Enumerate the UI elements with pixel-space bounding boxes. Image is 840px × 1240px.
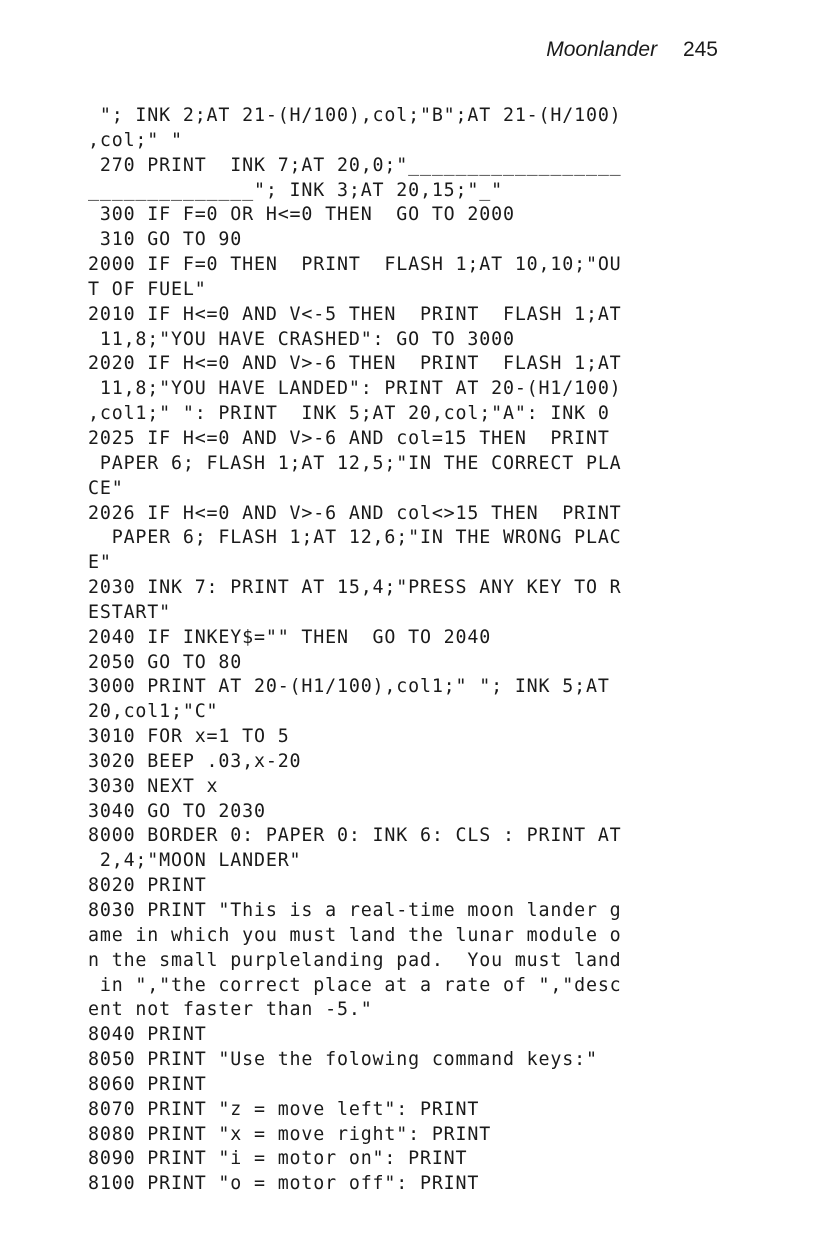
code-line: 300 IF F=0 OR H<=0 THEN GO TO 2000 [88, 204, 515, 226]
code-line: 8050 PRINT "Use the folowing command keys:" [88, 1049, 598, 1071]
code-line: 2010 IF H<=0 AND V<-5 THEN PRINT FLASH 1;AT [88, 303, 622, 325]
page-header [546, 38, 718, 62]
code-line: 11,8;"YOU HAVE CRASHED": GO TO 3000 [88, 328, 515, 350]
code-line: in ","the correct place at a rate of ","desc [88, 974, 622, 996]
code-line: 2026 IF H<=0 AND V>-6 AND col<>15 THEN PRINT [88, 502, 622, 524]
code-line: 270 PRINT INK 7;AT 20,0;"__________________ [88, 154, 622, 176]
code-line: PAPER 6; FLASH 1;AT 12,5;"IN THE CORRECT PLA [88, 452, 622, 474]
code-line: 8040 PRINT [88, 1024, 207, 1046]
code-line: 3040 GO TO 2030 [88, 800, 266, 822]
code-line: 8030 PRINT "This is a real-time moon lander g [88, 900, 622, 921]
page-header-title: Moonlander [546, 38, 658, 61]
code-line: 2000 IF F=0 THEN PRINT FLASH 1;AT 10,10;"OU [88, 254, 622, 276]
code-line: 20,col1;"C" [88, 701, 219, 723]
page-number: 245 [682, 38, 718, 61]
code-line: 2030 INK 7: PRINT AT 15,4;"PRESS ANY KEY TO R [88, 577, 622, 599]
code-line: 310 GO TO 90 [88, 229, 243, 251]
code-line: T OF FUEL" [88, 278, 207, 300]
code-listing [88, 104, 748, 1197]
code-line: 2025 IF H<=0 AND V>-6 AND col=15 THEN PRINT [88, 427, 610, 449]
code-line: ame in which you must land the lunar module o [88, 924, 622, 946]
code-line: 2050 GO TO 80 [88, 651, 243, 673]
code-line: CE" [88, 477, 124, 499]
code-line: 8060 PRINT [88, 1073, 207, 1095]
code-line: ent not faster than -5." [88, 999, 373, 1021]
code-line: 8080 PRINT "x = move right": PRINT [88, 1123, 492, 1145]
code-line: 8070 PRINT "z = move left": PRINT [88, 1098, 480, 1120]
code-line: 2020 IF H<=0 AND V>-6 THEN PRINT FLASH 1;AT [88, 353, 622, 375]
code-line: ESTART" [88, 601, 171, 623]
code-line: 8090 PRINT "i = motor on": PRINT [88, 1148, 468, 1170]
code-line: 3030 NEXT x [88, 775, 219, 797]
code-line: 8100 PRINT "o = motor off": PRINT [88, 1173, 480, 1195]
code-line: 3020 BEEP .03,x-20 [88, 750, 302, 772]
code-line: "; INK 2;AT 21-(H/100),col;"B";AT 21-(H/100) [88, 105, 622, 126]
code-line: 8000 BORDER 0: PAPER 0: INK 6: CLS : PRINT AT [88, 825, 622, 847]
code-line: PAPER 6; FLASH 1;AT 12,6;"IN THE WRONG PLAC [88, 527, 622, 549]
code-line: 3010 FOR x=1 TO 5 [88, 726, 290, 748]
code-line: 2,4;"MOON LANDER" [88, 850, 302, 872]
code-line: 3000 PRINT AT 20-(H1/100),col1;" "; INK 5;AT [88, 676, 610, 698]
code-line: ,col;" " [88, 129, 183, 151]
code-line: 8020 PRINT [88, 875, 207, 897]
code-line: 2040 IF INKEY$="" THEN GO TO 2040 [88, 626, 492, 648]
code-line: ______________"; INK 3;AT 20,15;"_" [88, 179, 503, 201]
code-line: n the small purplelanding pad. You must land [88, 949, 622, 971]
code-line: 11,8;"YOU HAVE LANDED": PRINT AT 20-(H1/100) [88, 378, 622, 400]
code-line: E" [88, 552, 112, 574]
code-line: ,col1;" ": PRINT INK 5;AT 20,col;"A": INK 0 [88, 403, 610, 425]
